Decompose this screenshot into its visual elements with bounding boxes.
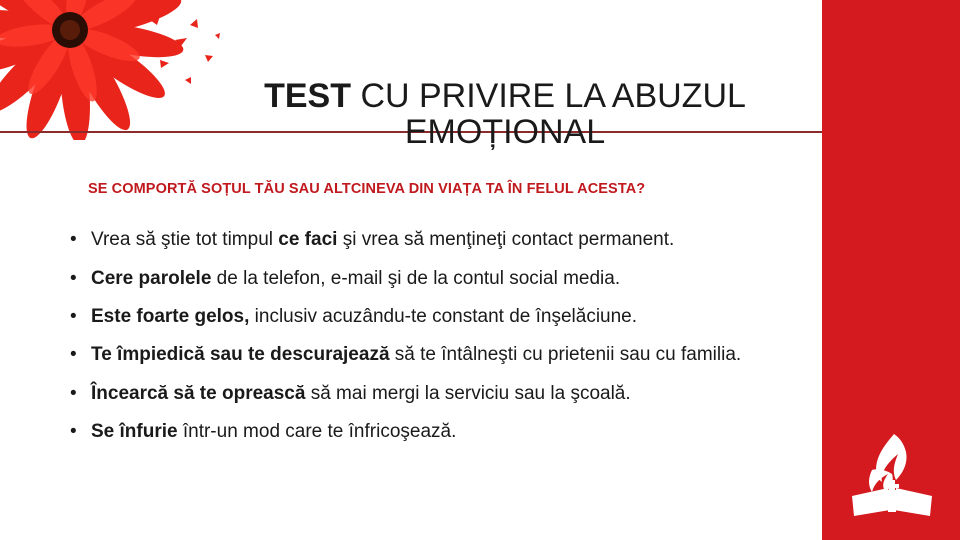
- bullet-bold-text: ce faci: [278, 229, 338, 250]
- bullet-dot: •: [70, 229, 77, 250]
- bullet-dot: •: [70, 344, 77, 365]
- slide-subtitle: SE COMPORTĂ SOȚUL TĂU SAU ALTCINEVA DIN VIAȚA TA ÎN FELUL ACESTA?: [88, 181, 646, 197]
- bullet-bold-text: Încearcă să te oprească: [91, 383, 306, 404]
- bullet-bold-text: Te împiedică sau te descurajează: [91, 344, 390, 365]
- list-item: [70, 267, 790, 291]
- bullet-text: Vrea să ştie tot timpul: [91, 229, 279, 250]
- bullet-text: să mai mergi la serviciu sau la şcoală.: [305, 383, 631, 404]
- adventist-church-logo-icon: [842, 430, 942, 520]
- bullet-text: să te întâlneşti cu prietenii sau cu familia.: [389, 344, 742, 365]
- bullet-text: de la telefon, e-mail şi de la contul social media.: [211, 268, 621, 289]
- bullet-bold-text: Se înfurie: [91, 421, 178, 442]
- slide-title-bold: TEST: [264, 77, 351, 115]
- bullet-dot: •: [70, 268, 77, 289]
- bullet-text: într-un mod care te înfricoşează.: [177, 421, 457, 442]
- bullet-bold-text: Cere parolele: [91, 268, 212, 289]
- bullet-dot: •: [70, 306, 77, 327]
- list-item: [70, 343, 790, 367]
- slide-title-rest: CU PRIVIRE LA ABUZUL EMOȚIONAL: [351, 77, 746, 151]
- list-item: [70, 305, 790, 329]
- bullet-text: şi vrea să menţineţi contact permanent.: [337, 229, 675, 250]
- list-item: [70, 420, 790, 444]
- bullet-bold-text: Este foarte gelos,: [91, 306, 250, 327]
- bullet-text: inclusiv acuzându-te constant de înşelăciune.: [249, 306, 638, 327]
- bullet-dot: •: [70, 421, 77, 442]
- bullet-list: [70, 228, 790, 459]
- list-item: [70, 228, 790, 252]
- slide-title: [210, 78, 800, 150]
- list-item: [70, 382, 790, 406]
- bullet-dot: •: [70, 383, 77, 404]
